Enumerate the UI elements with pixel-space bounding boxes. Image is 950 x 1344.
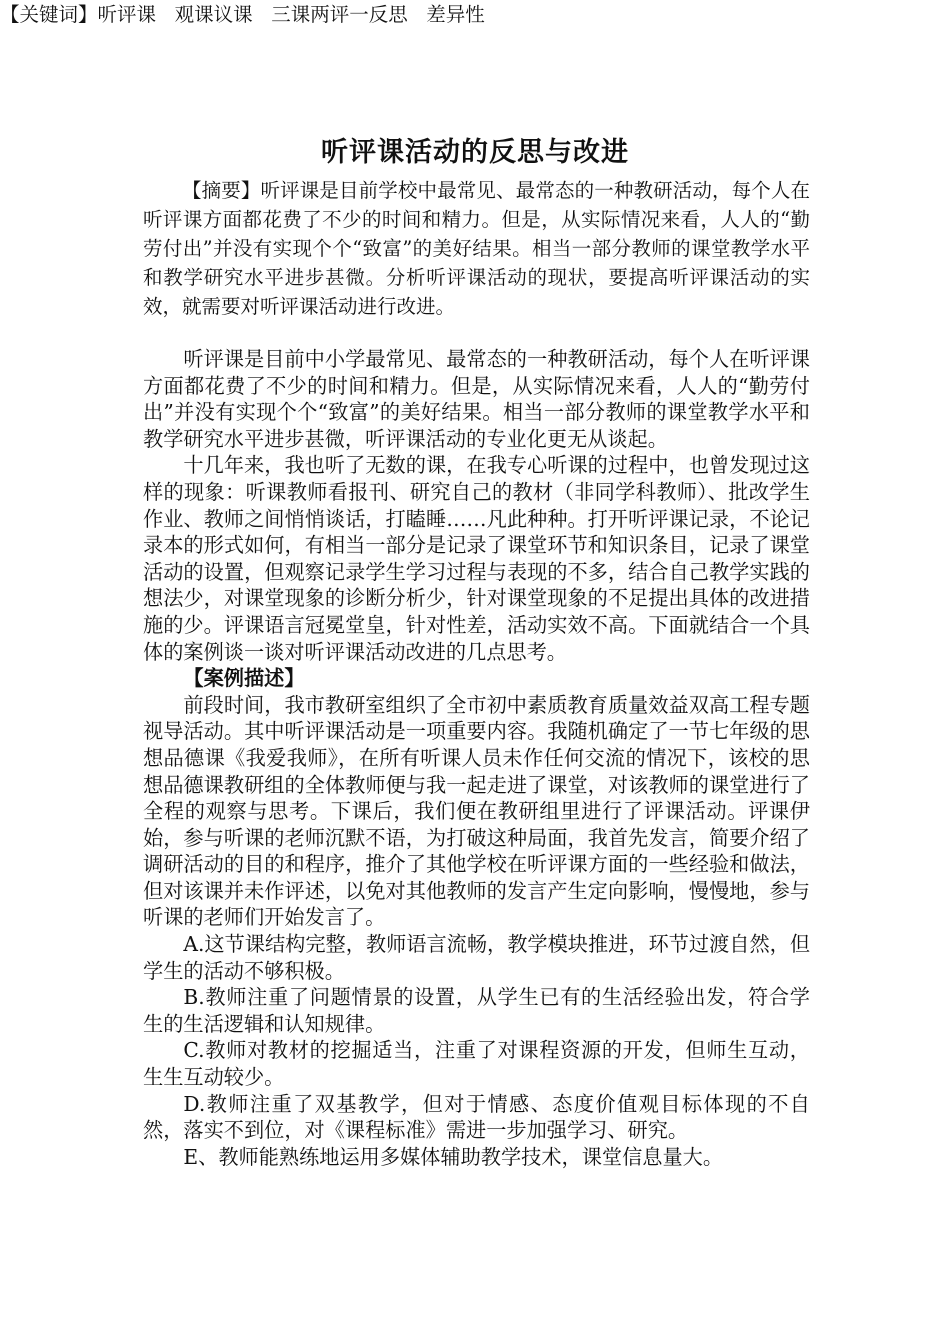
case-paragraph: 前段时间，我市教研室组织了全市初中素质教育质量效益双高工程专题视导活动。其中听评课活动是一项重要内容。我随机确定了一节七年级的思想品德课《我爱我师》，在所有听课人员未作任何交流的情况下，该校的思想品德课教研组的全体教师便与我一起走进了课堂，对该教师的课堂进行了全程的观察与思考。下课后，我们便在教研组里进行了评课活动。评课伊始，参与听课的老师沉默不语，为打破这种局面，我首先发言，简要介绍了调研活动的目的和程序，推介了其他学校在听评课方面的一些经验和做法，但对该课并未作评述，以免对其他教师的发言产生定向影响，慢慢地，参与听课的老师们开始发言了。	[143, 692, 810, 930]
opinion-item: D.教师注重了双基教学，但对于情感、态度价值观目标体现的不自然，落实不到位，对《课程标准》需进一步加强学习、研究。	[143, 1091, 810, 1143]
body-paragraph: 十几年来，我也听了无数的课，在我专心听课的过程中，也曾发现过这样的现象：听课教师看报刊、研究自己的教材（非同学科教师）、批改学生作业、教师之间悄悄谈话，打瞌睡……凡此种种。打开听评课记录，不论记录本的形式如何，有相当一部分是记录了课堂环节和知识条目，记录了课堂活动的设置，但观察记录学生学习过程与表现的不多，结合自己教学实践的想法少，对课堂现象的诊断分析少，针对课堂现象的不足提出具体的改进措施的少。评课语言冠冕堂皇，针对性差，活动实效不高。下面就结合一个具体的案例谈一谈对听评课活动改进的几点思考。	[143, 453, 810, 664]
abstract-text: 【摘要】听评课是目前学校中最常见、最常态的一种教研活动，每个人在听评课方面都花费了不少的时间和精力。但是，从实际情况来看，人人的“勤劳付出”并没有实现个个“致富”的美好结果。相当一部分教师的课堂教学水平和教学研究水平进步甚微。分析听评课活动的现状，要提高听评课活动的实效，就需要对听评课活动进行改进。	[143, 179, 810, 318]
opinion-item: A.这节课结构完整，教师语言流畅，教学模块推进，环节过渡自然，但学生的活动不够积极。	[143, 932, 811, 983]
case-heading: 【案例描述】	[183, 666, 305, 691]
document-title: 听评课活动的反思与改进	[321, 137, 629, 168]
keywords-line: 【关键词】听评课 观课议课 三课两评一反思 差异性	[0, 3, 485, 26]
body-paragraph: 听评课是目前中小学最常见、最常态的一种教研活动，每个人在听评课方面都花费了不少的时间和精力。但是，从实际情况来看，人人的“勤劳付出”并没有实现个个“致富”的美好结果。相当一部分教师的课堂教学水平和教学研究水平进步甚微，听评课活动的专业化更无从谈起。	[143, 347, 810, 451]
opinion-item: B.教师注重了问题情景的设置，从学生已有的生活经验出发，符合学生的生活逻辑和认知规律。	[143, 985, 810, 1036]
abstract-section	[143, 176, 810, 321]
opinion-item: C.教师对教材的挖掘适当，注重了对课程资源的开发，但师生互动，生生互动较少。	[143, 1038, 810, 1090]
opinion-item: E、教师能熟练地运用多媒体辅助教学技术，课堂信息量大。	[183, 1144, 724, 1169]
body-section	[143, 346, 810, 1170]
